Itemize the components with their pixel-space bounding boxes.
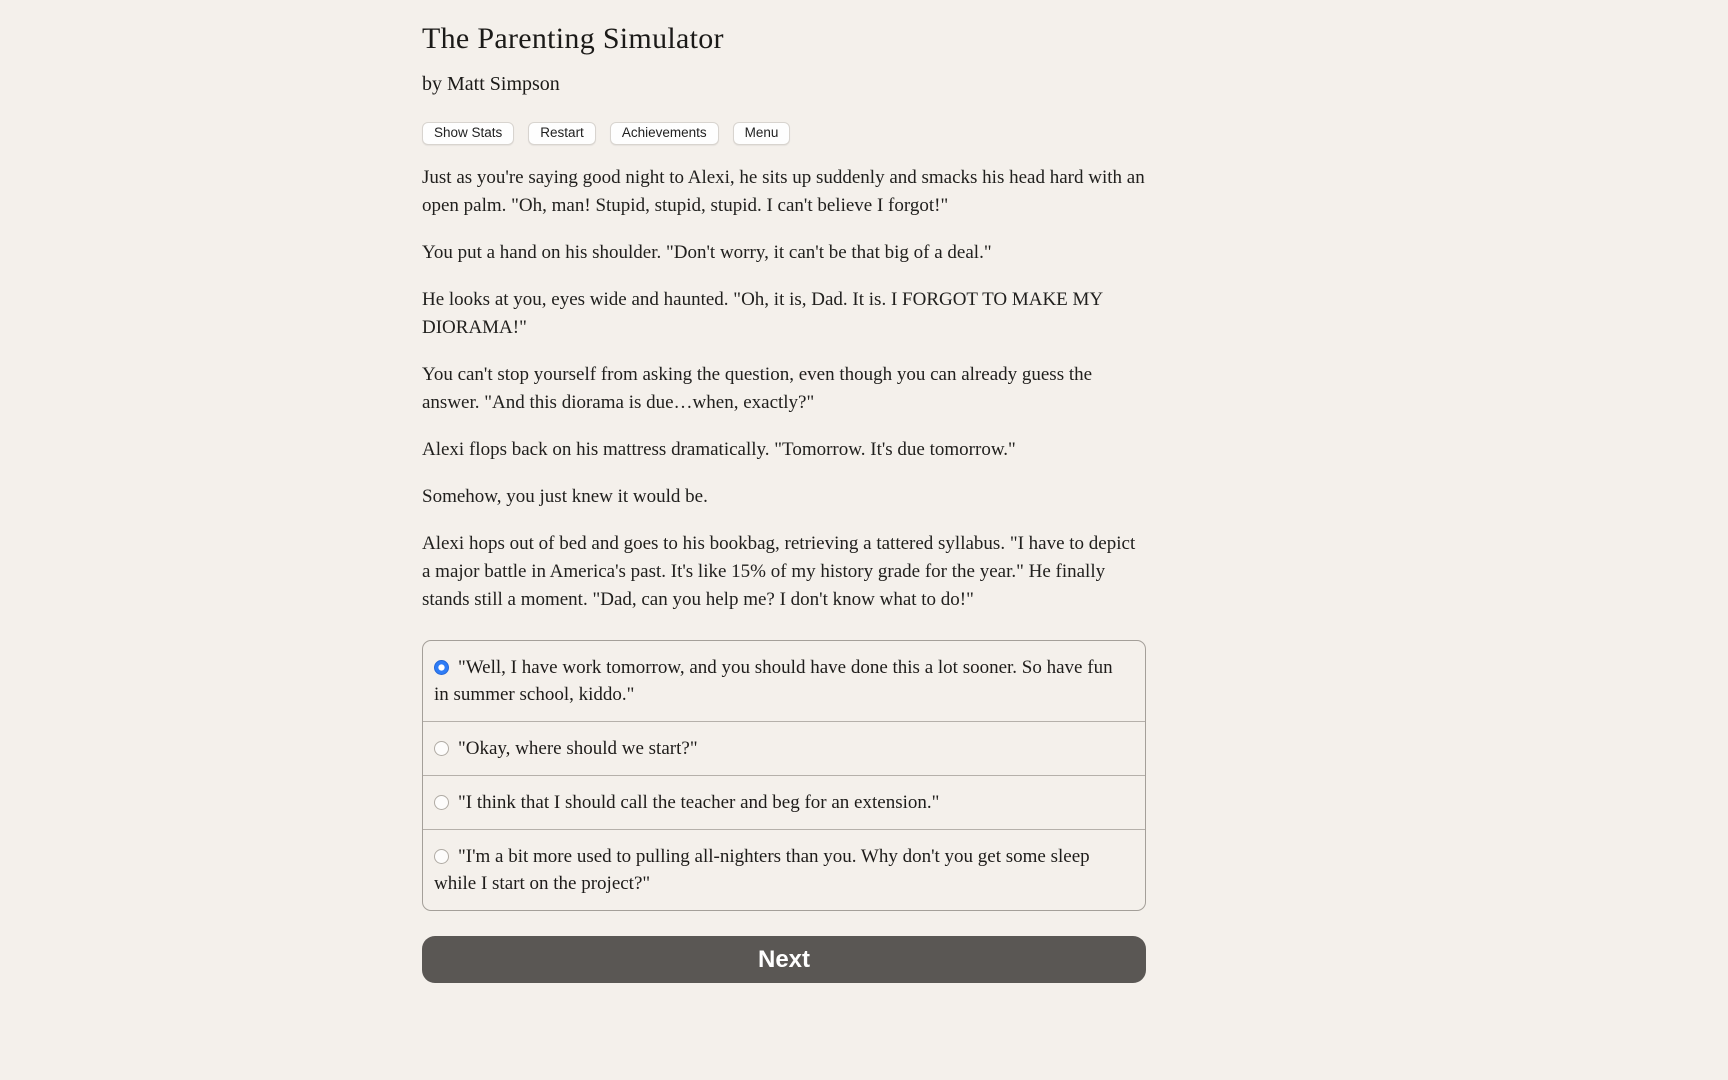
story-paragraph: He looks at you, eyes wide and haunted. "Oh, it is, Dad. It is. I FORGOT TO MAKE MY DIORAMA!" — [422, 289, 1103, 338]
menu-button[interactable]: Menu — [733, 122, 791, 145]
game-content-column — [422, 0, 1146, 983]
choice-list — [422, 640, 1146, 911]
show-stats-button[interactable]: Show Stats — [422, 122, 514, 145]
story-paragraph: Alexi flops back on his mattress dramatically. "Tomorrow. It's due tomorrow." — [422, 439, 1016, 460]
story-paragraph: You can't stop yourself from asking the question, even though you can already guess the answer. "And this diorama is due…when, exactly?" — [422, 364, 1093, 413]
page-title: The Parenting Simulator — [422, 22, 724, 55]
choice-option-2[interactable] — [423, 722, 1145, 776]
achievements-button[interactable]: Achievements — [610, 122, 719, 145]
story-paragraph: Somehow, you just knew it would be. — [422, 486, 708, 507]
choice-label: "I think that I should call the teacher and beg for an extension." — [458, 792, 940, 813]
restart-button[interactable]: Restart — [528, 122, 596, 145]
radio-button-icon[interactable] — [434, 741, 449, 756]
choice-option-3[interactable] — [423, 776, 1145, 830]
story-text — [422, 164, 1146, 614]
radio-button-icon[interactable] — [434, 849, 449, 864]
radio-button-icon[interactable] — [434, 660, 449, 675]
story-paragraph: Just as you're saying good night to Alexi, he sits up suddenly and smacks his head hard with an open palm. "Oh, man! Stupid, stupid, stupid. I can't believe I forgot!" — [422, 167, 1145, 216]
story-paragraph: Alexi hops out of bed and goes to his bookbag, retrieving a tattered syllabus. "I have to depict a major battle in America's past. It's like 15% of my history grade for the year." He finally stands still a moment. "Dad, can you help me? I don't know what to do!" — [422, 533, 1136, 610]
choice-label: "Well, I have work tomorrow, and you should have done this a lot sooner. So have fun in summer school, kiddo." — [434, 657, 1113, 705]
choice-label: "I'm a bit more used to pulling all-nighters than you. Why don't you get some sleep while I start on the project?" — [434, 846, 1090, 894]
author-byline: by Matt Simpson — [422, 73, 560, 95]
next-button[interactable]: Next — [422, 936, 1146, 983]
choice-label: "Okay, where should we start?" — [458, 738, 698, 759]
choice-option-4[interactable] — [423, 830, 1145, 910]
toolbar — [422, 122, 1146, 145]
choice-option-1[interactable] — [423, 641, 1145, 722]
radio-button-icon[interactable] — [434, 795, 449, 810]
story-paragraph: You put a hand on his shoulder. "Don't worry, it can't be that big of a deal." — [422, 242, 992, 263]
